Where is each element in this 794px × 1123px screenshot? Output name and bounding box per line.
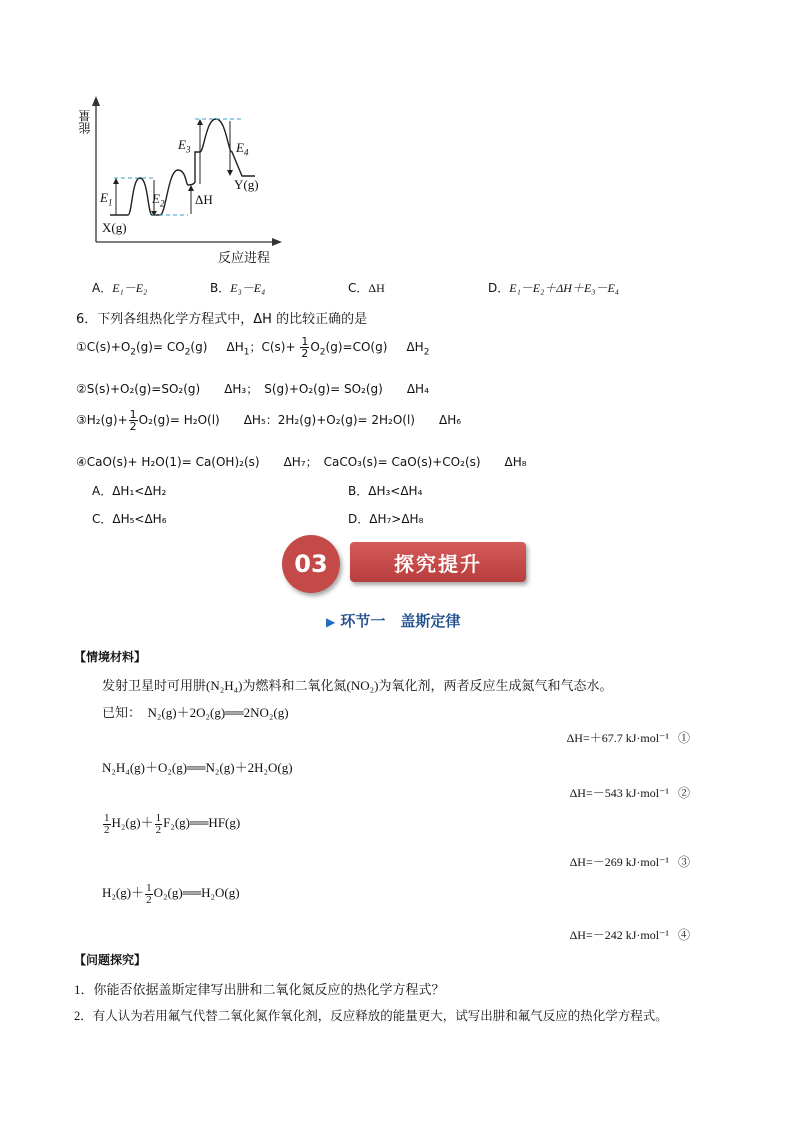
eq-3: $\frac{1}{2}$ H₂(g)＋ $\frac{1}{2}$ F₂(g)══HF(g) bbox=[104, 811, 241, 836]
q5-option-c: C．ΔH bbox=[348, 281, 385, 295]
q6-stem: 6．下列各组热化学方程式中，ΔH 的比较正确的是 bbox=[76, 312, 368, 327]
q6-option-b: B．ΔH₃<ΔH₄ bbox=[348, 484, 423, 498]
q6-item-3: ③H₂(g)+ $\frac{1}{2}$ O₂(g)= H₂O(l) ΔH₅：2H₂(g)+O₂(g)= 2H₂O(l) ΔH₆ bbox=[76, 408, 462, 433]
q6-item-4: ④CaO(s)+ H₂O(1)= Ca(OH)₂(s) ΔH₇； CaCO₃(s)= CaO(s)+CO₂(s) ΔH₈ bbox=[76, 455, 527, 469]
eq-2: N₂H₄(g)＋O₂(g)══N₂(g)＋2H₂O(g) bbox=[102, 760, 293, 775]
label-y: Y(g) bbox=[234, 177, 259, 192]
y-axis-label: 能量 bbox=[78, 110, 92, 134]
q5-option-a: A．E₁－E₂ bbox=[92, 281, 148, 295]
q6-item-1: $①C(s)+O_2(g)= CO_2(g)$ $\Delta H_1$；C(s)+ $\frac{1}{2}$ $O_2(g)=CO(g)$ $\Delta H_2$ bbox=[76, 335, 430, 360]
eq-1: 已知： N₂(g)＋2O₂(g)══2NO₂(g) bbox=[102, 705, 289, 720]
q5-option-d: D．E₁－E₂＋ΔH＋E₃－E₄ bbox=[488, 281, 619, 295]
inquiry-heading: 【问题探究】 bbox=[74, 953, 147, 967]
inquiry-q1: 1．你能否依据盖斯定律写出肼和二氧化氮反应的热化学方程式？ bbox=[74, 982, 445, 997]
label-e1: $E_1$ bbox=[100, 190, 113, 208]
inquiry-q2: 2．有人认为若用氟气代替二氧化氮作氧化剂，反应释放的能量更大，试写出肼和氟气反应的热化学方程式。 bbox=[74, 1009, 668, 1023]
dh-4: ΔH=－242 kJ·mol⁻¹ ④ bbox=[569, 928, 690, 942]
material-intro: 发射卫星时可用肼(N₂H₄)为燃料和二氧化氮(NO₂)为氧化剂，两者反应生成氮气和气态水。 bbox=[102, 678, 613, 693]
badge-title: 探究提升 bbox=[350, 542, 526, 582]
eq-4: H₂(g)＋ $\frac{1}{2}$ O₂(g)══H₂O(g) bbox=[102, 881, 240, 906]
triangle-icon: ▶ bbox=[326, 615, 336, 629]
label-e2: $E_2$ bbox=[152, 191, 165, 209]
section-heading: ▶ 环节一 盖斯定律 bbox=[326, 612, 461, 630]
badge-number: 03 bbox=[282, 535, 340, 593]
label-x: X(g) bbox=[102, 220, 127, 235]
dh-1: ΔH=＋67.7 kJ·mol⁻¹ ① bbox=[566, 731, 690, 745]
energy-diagram bbox=[70, 92, 290, 267]
x-axis-label: 反应进程 bbox=[218, 250, 271, 265]
dh-3: ΔH=－269 kJ·mol⁻¹ ③ bbox=[569, 855, 690, 869]
q6-item-2: ②S(s)+O₂(g)=SO₂(g) ΔH₃； S(g)+O₂(g)= SO₂(g) ΔH₄ bbox=[76, 382, 429, 396]
material-heading: 【情境材料】 bbox=[74, 650, 147, 664]
q6-option-d: D．ΔH₇>ΔH₈ bbox=[348, 512, 424, 526]
dh-2: ΔH=－543 kJ·mol⁻¹ ② bbox=[569, 786, 690, 800]
label-e4: $E_4$ bbox=[236, 140, 249, 158]
label-delta-h: ΔH bbox=[195, 192, 213, 207]
section-badge bbox=[282, 535, 532, 597]
q6-option-a: A．ΔH₁<ΔH₂ bbox=[92, 484, 167, 498]
label-e3: $E_3$ bbox=[178, 137, 191, 155]
q6-option-c: C．ΔH₅<ΔH₆ bbox=[92, 512, 167, 526]
q5-option-b: B．E₃－E₄ bbox=[210, 281, 266, 295]
